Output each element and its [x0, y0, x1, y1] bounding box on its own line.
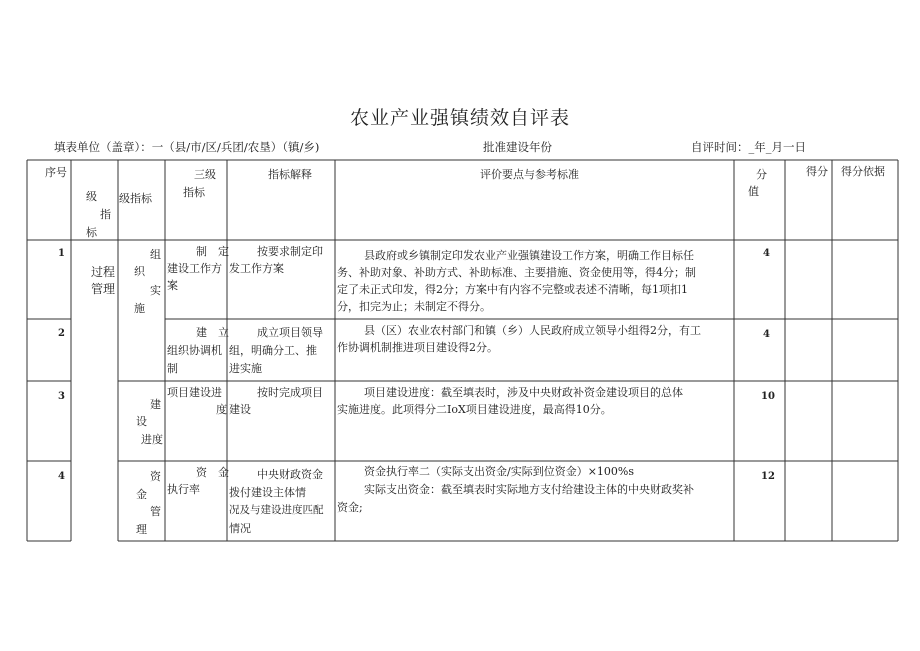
- row3-l3-b: 度: [216, 403, 227, 416]
- level2-org-a: 组: [150, 248, 161, 261]
- page-title: 农业产业强镇绩效自评表: [349, 107, 570, 129]
- approval-year-label: 批准建设年份: [483, 140, 552, 154]
- row2-criteria-a: 县（区）农业农村部门和镇（乡）人民政府成立领导小组得2分，有工: [364, 324, 701, 337]
- row1-explain-b: 发工作方案: [229, 262, 284, 275]
- row1-l3-a: 制 定: [196, 245, 229, 258]
- level2-org-b: 织: [134, 265, 145, 278]
- level1-group-a: 过程: [91, 265, 116, 279]
- header-level1-a: 级: [86, 190, 97, 203]
- row2-explain-b: 组，明确分工、推: [229, 344, 317, 357]
- level2-build-b: 设: [136, 415, 147, 428]
- row2-l3-c: 制: [167, 362, 178, 375]
- row1-l3-c: 案: [167, 279, 178, 292]
- level2-build-a: 建: [150, 398, 161, 411]
- row3-criteria-a: 项目建设进度：截至填表时，涉及中央财政补资金建设项目的总体: [364, 386, 683, 399]
- row1-l3-b: 建设工作方: [167, 262, 222, 275]
- header-explain: 指标解释: [268, 168, 312, 181]
- row3-no: 3: [58, 391, 65, 402]
- level2-org-c: 实: [150, 284, 161, 297]
- level2-fund-c: 管: [150, 505, 161, 518]
- header-score-value-a: 分: [756, 168, 767, 181]
- row2-explain-a: 成立项目领导: [257, 326, 323, 339]
- level2-fund-a: 资: [150, 470, 161, 483]
- header-level3-a: 三级: [194, 168, 216, 181]
- row3-criteria-b: 实施进度。此项得分二IoX项目建设进度，最高得10分。: [337, 403, 612, 416]
- row1-value: 4: [763, 248, 770, 259]
- header-seq: 序号: [45, 166, 67, 179]
- row1-criteria-d: 分，扣完为止；未制定不得分。: [337, 300, 491, 313]
- row4-criteria-a: 资金执行率二（实际支出资金/实际到位资金）×100%s: [364, 465, 635, 478]
- row4-explain-a: 中央财政资金: [257, 468, 323, 481]
- row4-explain-c: 况及与建设进度匹配: [229, 504, 324, 516]
- row1-criteria-b: 务、补助对象、补助方式、补助标准、主要措施、资金使用等，得4分；制: [337, 266, 696, 279]
- row3-l3-a: 项目建设进: [167, 386, 222, 399]
- header-score: 得分: [806, 165, 828, 178]
- row2-no: 2: [58, 328, 65, 339]
- row3-explain-b: 建设: [229, 403, 251, 416]
- row4-criteria-b: 实际支出资金：截至填表时实际地方支付给建设主体的中央财政奖补: [364, 483, 694, 496]
- row1-no: 1: [58, 248, 65, 259]
- row2-l3-a: 建 立: [196, 326, 229, 339]
- row4-l3-a: 资 金: [196, 466, 229, 479]
- header-level2: 级指标: [119, 192, 152, 205]
- header-basis: 得分依据: [841, 165, 885, 178]
- row2-criteria-b: 作协调机制推进项目建设得2分。: [337, 341, 498, 354]
- row4-l3-b: 执行率: [167, 483, 200, 496]
- level2-build-c: 进度: [141, 433, 163, 446]
- level1-group-b: 管理: [91, 282, 116, 296]
- row4-explain-d: 情况: [229, 522, 251, 535]
- row4-explain-b: 拨付建设主体情: [229, 486, 306, 499]
- row2-value: 4: [763, 329, 770, 340]
- level2-fund-b: 金: [136, 488, 147, 501]
- header-criteria: 评价要点与参考标准: [480, 168, 579, 181]
- row1-criteria-c: 定了未正式印发，得2分；方案中有内容不完整或表述不清晰，每1项扣1: [337, 283, 688, 296]
- level2-fund-d: 理: [136, 523, 147, 536]
- row4-no: 4: [58, 471, 65, 482]
- row4-criteria-c: 资金;: [337, 501, 363, 514]
- row3-value: 10: [761, 391, 775, 402]
- header-level1-c: 标: [86, 226, 97, 239]
- row4-value: 12: [761, 471, 775, 482]
- row3-explain-a: 按时完成项目: [257, 386, 323, 399]
- level2-org-d: 施: [134, 302, 145, 315]
- row1-explain-a: 按要求制定印: [257, 245, 323, 258]
- row2-explain-c: 进实施: [229, 362, 262, 375]
- row1-criteria-a: 县政府或乡镇制定印发农业产业强镇建设工作方案，明确工作目标任: [364, 249, 694, 262]
- header-level1-b: 指: [100, 208, 111, 221]
- row2-l3-b: 组织协调机: [167, 344, 222, 357]
- fill-unit-label: 填表单位（盖章）：一（县/市/区/兵团/农垦）（镇/乡): [54, 140, 320, 154]
- header-score-value-b: 值: [748, 185, 759, 198]
- eval-time-label: 自评时间：_年_月一日: [691, 140, 806, 154]
- header-level3-b: 指标: [183, 186, 205, 199]
